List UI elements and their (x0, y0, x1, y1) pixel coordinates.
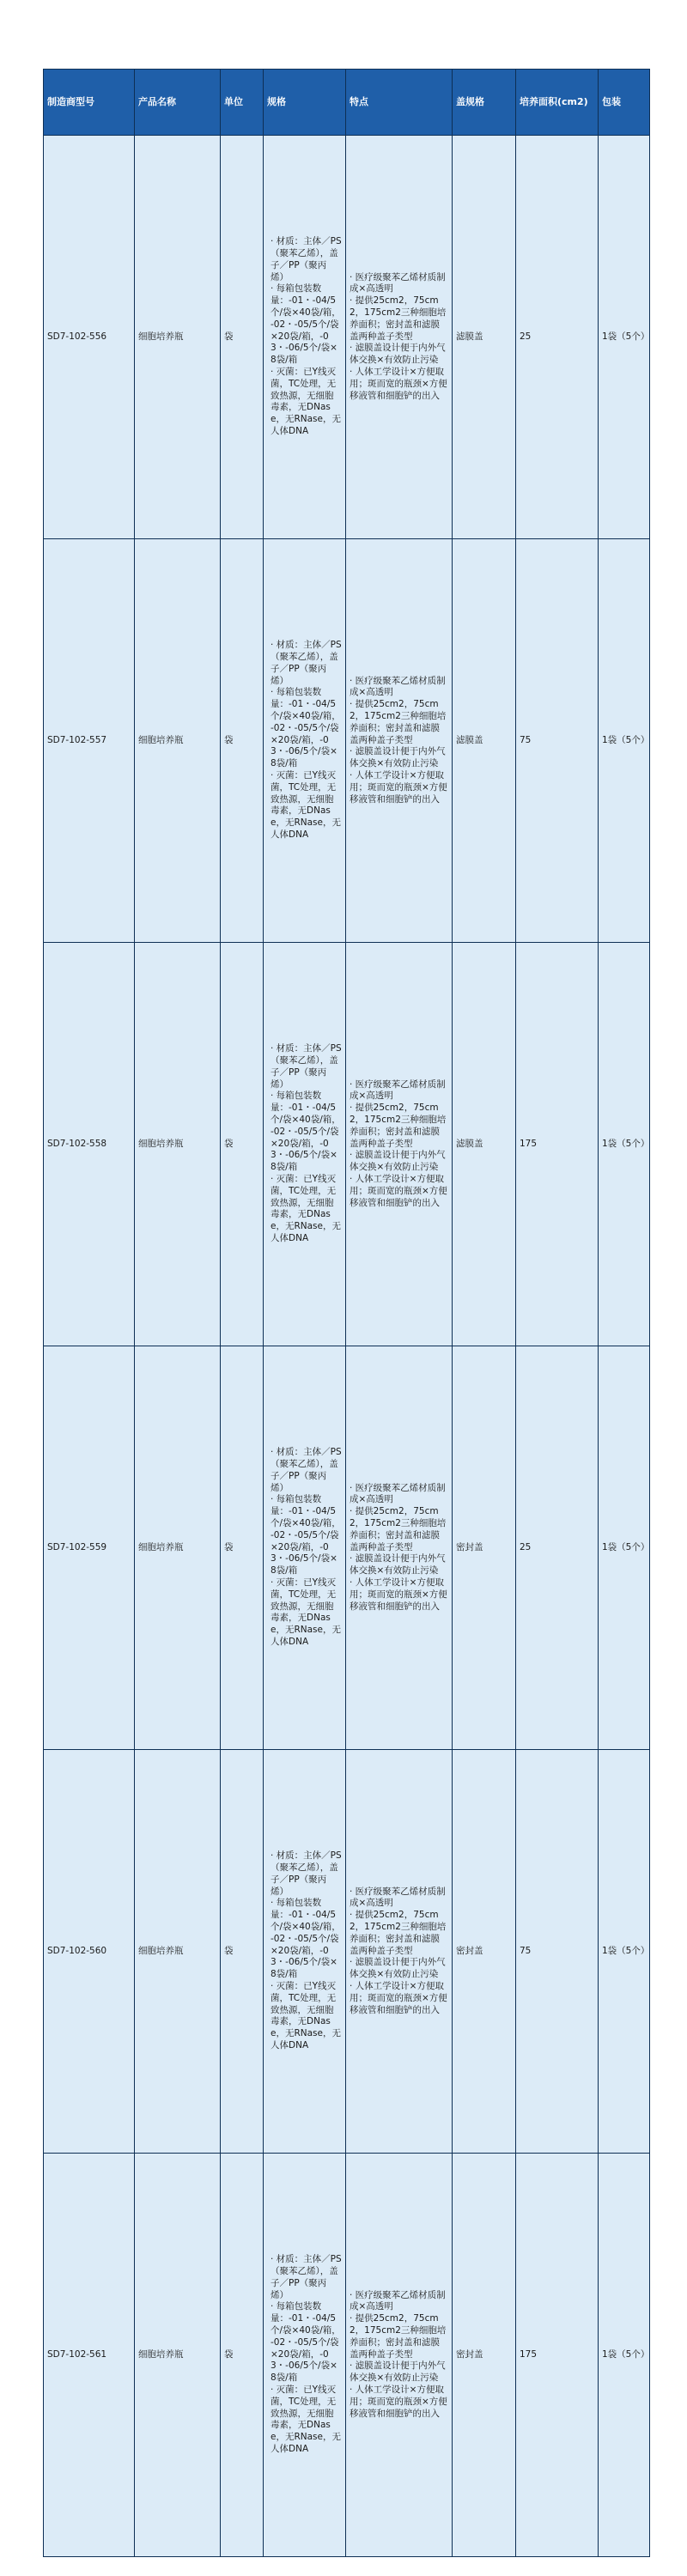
cell-unit: 袋 (221, 2154, 264, 2557)
table-row (44, 943, 650, 1346)
table-row (44, 539, 650, 943)
header-area: 培养面积(cm2) (516, 70, 599, 136)
cell-model: SD7-102-561 (44, 2154, 135, 2557)
cell-features: · 医疗级聚苯乙烯材质制成×高透明 · 提供25cm2，75cm2，175cm2三种细胞培养面积；密封盖和滤膜盖两种盖子类型 · 滤膜盖设计便于内外气体交换×有效防止污染 · 人体工学设计×方便取用；斑而宽的瓶颈×方便移液管和细胞铲的出入 (346, 539, 453, 943)
cell-area: 75 (516, 539, 599, 943)
cell-spec: · 材质：主体／PS（聚苯乙烯），盖子／PP（聚丙烯） · 每箱包装数量：-01・-04/5个/袋×40袋/箱，-02・-05/5个/袋×20袋/箱，-03・-06/5个/袋×8袋/箱 · 灭菌：已Y线灭菌，TC处理，无致热源，无细胞毒素，无DNase，无RNase，无人体DNA (264, 539, 346, 943)
cell-cap: 滤膜盖 (453, 136, 516, 539)
cell-area: 75 (516, 1750, 599, 2154)
cell-unit: 袋 (221, 539, 264, 943)
header-spec: 规格 (264, 70, 346, 136)
header-pack: 包装 (599, 70, 650, 136)
cell-cap: 滤膜盖 (453, 539, 516, 943)
cell-pack: 1袋（5个） (599, 539, 650, 943)
table-row (44, 2154, 650, 2557)
cell-features: · 医疗级聚苯乙烯材质制成×高透明 · 提供25cm2，75cm2，175cm2三种细胞培养面积；密封盖和滤膜盖两种盖子类型 · 滤膜盖设计便于内外气体交换×有效防止污染 · 人体工学设计×方便取用；斑而宽的瓶颈×方便移液管和细胞铲的出入 (346, 1750, 453, 2154)
cell-unit: 袋 (221, 1750, 264, 2154)
cell-pack: 1袋（5个） (599, 1346, 650, 1750)
header-cap: 盖规格 (453, 70, 516, 136)
cell-spec: · 材质：主体／PS（聚苯乙烯），盖子／PP（聚丙烯） · 每箱包装数量：-01・-04/5个/袋×40袋/箱，-02・-05/5个/袋×20袋/箱，-03・-06/5个/袋×8袋/箱 · 灭菌：已Y线灭菌，TC处理，无致热源，无细胞毒素，无DNase，无RNase，无人体DNA (264, 1346, 346, 1750)
cell-model: SD7-102-560 (44, 1750, 135, 2154)
cell-product-name: 细胞培养瓶 (135, 1346, 221, 1750)
cell-unit: 袋 (221, 136, 264, 539)
cell-pack: 1袋（5个） (599, 136, 650, 539)
cell-model: SD7-102-557 (44, 539, 135, 943)
cell-features: · 医疗级聚苯乙烯材质制成×高透明 · 提供25cm2，75cm2，175cm2三种细胞培养面积；密封盖和滤膜盖两种盖子类型 · 滤膜盖设计便于内外气体交换×有效防止污染 · 人体工学设计×方便取用；斑而宽的瓶颈×方便移液管和细胞铲的出入 (346, 943, 453, 1346)
table-row (44, 136, 650, 539)
cell-pack: 1袋（5个） (599, 943, 650, 1346)
table-row (44, 1750, 650, 2154)
cell-cap: 密封盖 (453, 1346, 516, 1750)
header-model: 制造商型号 (44, 70, 135, 136)
cell-area: 175 (516, 2154, 599, 2557)
cell-model: SD7-102-559 (44, 1346, 135, 1750)
header-unit: 单位 (221, 70, 264, 136)
cell-unit: 袋 (221, 1346, 264, 1750)
product-spec-table (43, 69, 650, 2557)
cell-area: 25 (516, 1346, 599, 1750)
cell-area: 25 (516, 136, 599, 539)
cell-features: · 医疗级聚苯乙烯材质制成×高透明 · 提供25cm2，75cm2，175cm2三种细胞培养面积；密封盖和滤膜盖两种盖子类型 · 滤膜盖设计便于内外气体交换×有效防止污染 · 人体工学设计×方便取用；斑而宽的瓶颈×方便移液管和细胞铲的出入 (346, 2154, 453, 2557)
cell-product-name: 细胞培养瓶 (135, 136, 221, 539)
cell-model: SD7-102-558 (44, 943, 135, 1346)
cell-unit: 袋 (221, 943, 264, 1346)
header-product-name: 产品名称 (135, 70, 221, 136)
cell-features: · 医疗级聚苯乙烯材质制成×高透明 · 提供25cm2，75cm2，175cm2三种细胞培养面积；密封盖和滤膜盖两种盖子类型 · 滤膜盖设计便于内外气体交换×有效防止污染 · 人体工学设计×方便取用；斑而宽的瓶颈×方便移液管和细胞铲的出入 (346, 1346, 453, 1750)
table-row (44, 1346, 650, 1750)
cell-cap: 滤膜盖 (453, 943, 516, 1346)
cell-product-name: 细胞培养瓶 (135, 539, 221, 943)
table-header-row (44, 70, 650, 136)
cell-product-name: 细胞培养瓶 (135, 1750, 221, 2154)
cell-spec: · 材质：主体／PS（聚苯乙烯），盖子／PP（聚丙烯） · 每箱包装数量：-01・-04/5个/袋×40袋/箱，-02・-05/5个/袋×20袋/箱，-03・-06/5个/袋×8袋/箱 · 灭菌：已Y线灭菌，TC处理，无致热源，无细胞毒素，无DNase，无RNase，无人体DNA (264, 136, 346, 539)
cell-pack: 1袋（5个） (599, 2154, 650, 2557)
cell-spec: · 材质：主体／PS（聚苯乙烯），盖子／PP（聚丙烯） · 每箱包装数量：-01・-04/5个/袋×40袋/箱，-02・-05/5个/袋×20袋/箱，-03・-06/5个/袋×8袋/箱 · 灭菌：已Y线灭菌，TC处理，无致热源，无细胞毒素，无DNase，无RNase，无人体DNA (264, 2154, 346, 2557)
cell-model: SD7-102-556 (44, 136, 135, 539)
header-features: 特点 (346, 70, 453, 136)
cell-area: 175 (516, 943, 599, 1346)
cell-pack: 1袋（5个） (599, 1750, 650, 2154)
cell-product-name: 细胞培养瓶 (135, 943, 221, 1346)
cell-spec: · 材质：主体／PS（聚苯乙烯），盖子／PP（聚丙烯） · 每箱包装数量：-01・-04/5个/袋×40袋/箱，-02・-05/5个/袋×20袋/箱，-03・-06/5个/袋×8袋/箱 · 灭菌：已Y线灭菌，TC处理，无致热源，无细胞毒素，无DNase，无RNase，无人体DNA (264, 943, 346, 1346)
cell-cap: 密封盖 (453, 2154, 516, 2557)
cell-product-name: 细胞培养瓶 (135, 2154, 221, 2557)
cell-features: · 医疗级聚苯乙烯材质制成×高透明 · 提供25cm2，75cm2，175cm2三种细胞培养面积；密封盖和滤膜盖两种盖子类型 · 滤膜盖设计便于内外气体交换×有效防止污染 · 人体工学设计×方便取用；斑而宽的瓶颈×方便移液管和细胞铲的出入 (346, 136, 453, 539)
cell-spec: · 材质：主体／PS（聚苯乙烯），盖子／PP（聚丙烯） · 每箱包装数量：-01・-04/5个/袋×40袋/箱，-02・-05/5个/袋×20袋/箱，-03・-06/5个/袋×8袋/箱 · 灭菌：已Y线灭菌，TC处理，无致热源，无细胞毒素，无DNase，无RNase，无人体DNA (264, 1750, 346, 2154)
cell-cap: 密封盖 (453, 1750, 516, 2154)
